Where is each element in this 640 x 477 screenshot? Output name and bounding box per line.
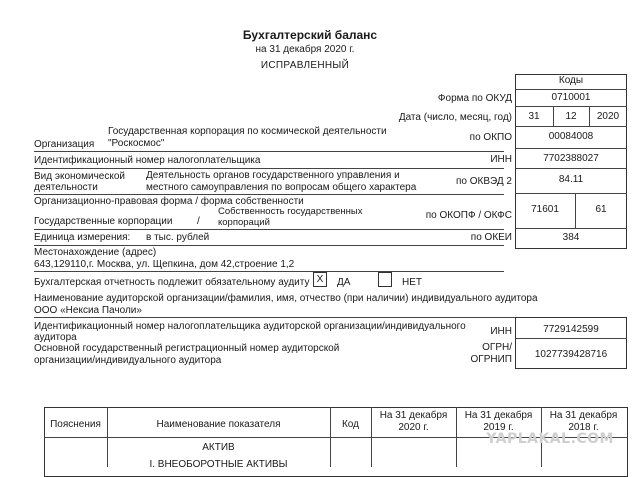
col-2019-line2: 2019 г. [483, 422, 514, 433]
watermark: YAPLAKAL.COM [486, 431, 614, 447]
okei-label: по ОКЕИ [470, 232, 512, 243]
ownership-line2: корпораций [218, 217, 270, 228]
inn-label: ИНН [490, 154, 512, 165]
report-status: ИСПРАВЛЕННЫЙ [260, 60, 350, 71]
page-title: Бухгалтерский баланс [242, 28, 378, 42]
org-label: Организация [34, 139, 95, 150]
row-assets: АКТИВ [202, 442, 235, 453]
audit-no-checkbox[interactable] [378, 272, 392, 287]
okved-label: по ОКВЭД 2 [456, 176, 512, 187]
ogrn-code-2: ОГРНИП [470, 354, 512, 365]
report-date: на 31 декабря 2020 г. [255, 44, 355, 55]
audit-yes-label: ДА [337, 277, 351, 288]
unit-value: в тыс. рублей [146, 232, 210, 243]
ogrn-code-1: ОГРН/ [482, 342, 512, 353]
activity-line2: местного самоуправления по вопросам общего характера [146, 182, 417, 193]
taxid-label: Идентификационный номер налогоплательщика [34, 155, 261, 166]
okfs-value: 61 [595, 204, 607, 215]
audit-yes-checkbox[interactable]: X [313, 272, 327, 287]
date-month: 12 [565, 111, 577, 122]
okopf-value: 71601 [531, 204, 559, 215]
auditor-label: Наименование аудиторской организации/фамилия, имя, отчество (при наличии) индивидуального аудитора [34, 293, 538, 304]
codes-header: Коды [558, 75, 584, 86]
audit-question: Бухгалтерская отчетность подлежит обязательному аудиту [34, 277, 310, 288]
auditor-inn-code: ИНН [490, 326, 512, 337]
legal-form-label: Организационно-правовая форма / форма собственности [34, 196, 304, 207]
okopf-label: по ОКОПФ / ОКФС [425, 210, 512, 221]
col-2020-line1: На 31 декабря [379, 410, 448, 421]
okpo-label: по ОКПО [469, 132, 512, 143]
org-name-line2: "Роскосмос" [108, 138, 165, 149]
audit-no-label: НЕТ [402, 277, 422, 288]
col-2018-line2: 2018 г. [568, 422, 599, 433]
col-2020-line2: 2020 г. [398, 422, 429, 433]
activity-label-2: деятельности [34, 182, 98, 193]
legal-form-slash: / [197, 216, 200, 227]
row-noncurrent-assets: I. ВНЕОБОРОТНЫЕ АКТИВЫ [149, 459, 288, 470]
unit-label: Единица измерения: [34, 232, 131, 243]
date-label: Дата (число, месяц, год) [398, 112, 512, 123]
col-2018-line1: На 31 декабря [549, 410, 618, 421]
org-name-line1: Государственная корпорация по космической деятельности [108, 126, 387, 137]
date-year: 2020 [596, 111, 620, 122]
okved-value: 84.11 [558, 174, 584, 185]
ogrn-label-2: организации/индивидуального аудитора [34, 355, 222, 366]
activity-line1: Деятельность органов государственного управления и [146, 170, 400, 181]
ogrn-value: 1027739428716 [534, 349, 608, 360]
okud-value: 0710001 [551, 92, 591, 103]
ownership-line1: Собственность государственных [218, 206, 363, 217]
inn-value: 7702388027 [543, 153, 599, 164]
auditor-inn-value: 7729142599 [543, 324, 599, 335]
auditor-inn-label-1: Идентификационный номер налогоплательщика аудиторской организации/индивидуального [34, 321, 466, 332]
col-code: Код [341, 419, 359, 430]
col-notes: Пояснения [50, 419, 101, 430]
date-day: 31 [528, 111, 540, 122]
okud-label: Форма по ОКУД [437, 93, 512, 104]
col-name: Наименование показателя [156, 419, 281, 430]
activity-label-1: Вид экономической [34, 171, 125, 182]
location-label: Местонахождение (адрес) [34, 247, 157, 258]
auditor-inn-label-2: аудитора [34, 332, 77, 343]
okpo-value: 00084008 [548, 131, 594, 142]
okei-value: 384 [562, 232, 580, 243]
legal-form-value: Государственные корпорации [34, 216, 173, 227]
ogrn-label-1: Основной государственный регистрационный номер аудиторской [34, 343, 340, 354]
auditor-name: ООО «Нексиа Пачоли» [34, 305, 142, 316]
address: 643,129110,г. Москва, ул. Щепкина, дом 42,строение 1,2 [34, 259, 295, 270]
col-2019-line1: На 31 декабря [464, 410, 533, 421]
